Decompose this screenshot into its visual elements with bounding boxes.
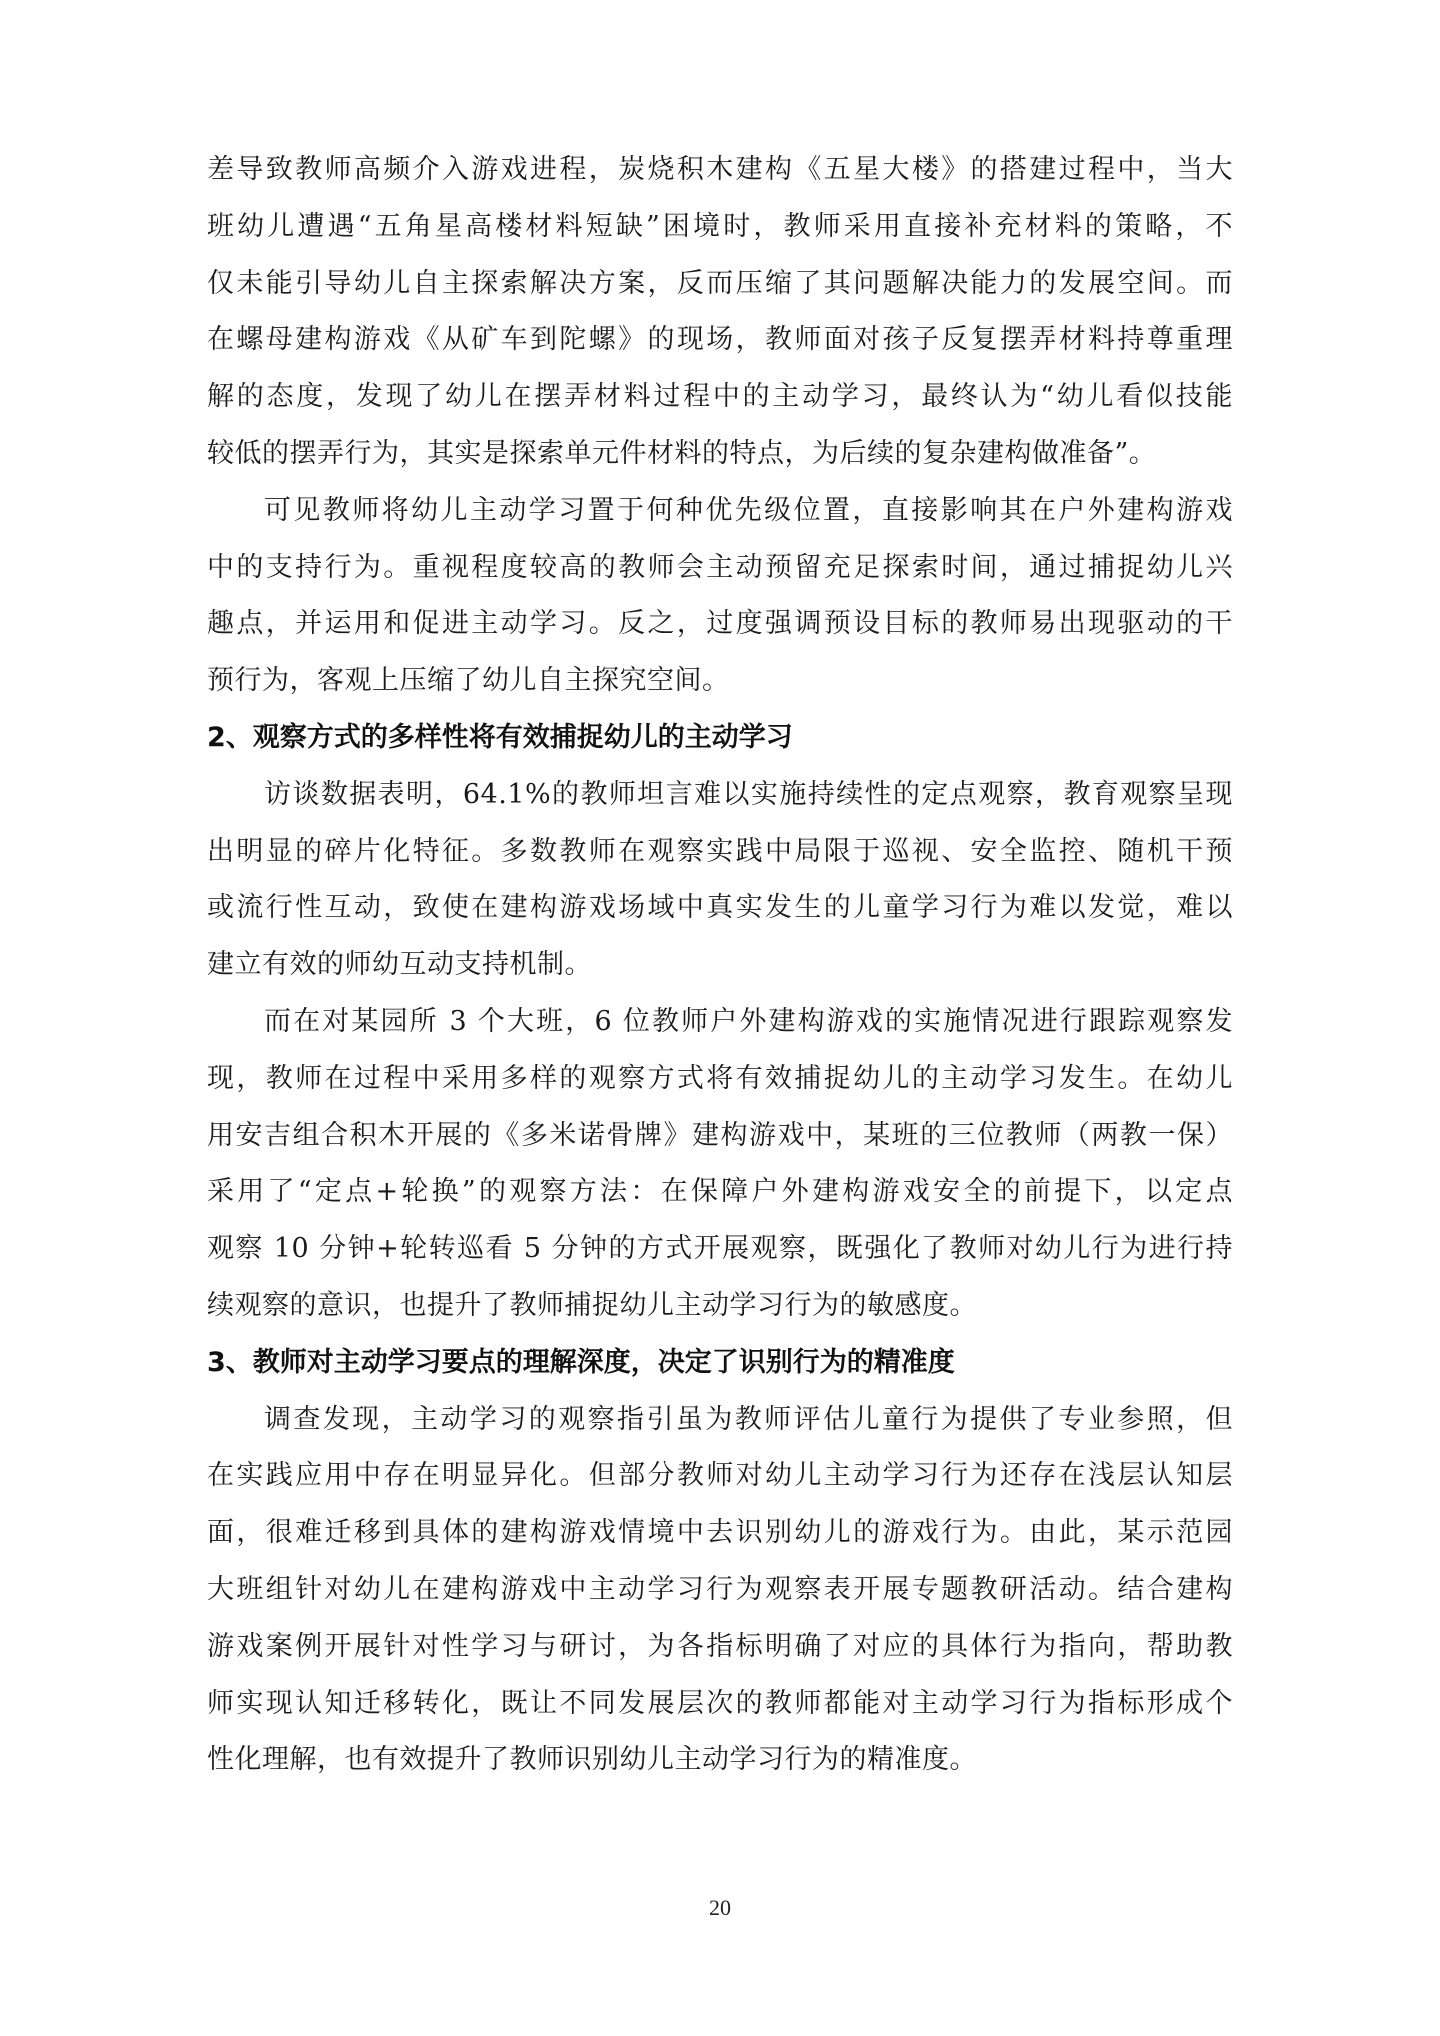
text-line: 班幼儿遭遇“五角星高楼材料短缺”困境时，教师采用直接补充材料的策略，不 bbox=[207, 210, 1233, 242]
text-line: 仅未能引导幼儿自主探索解决方案，反而压缩了其问题解决能力的发展空间。而 bbox=[207, 267, 1233, 299]
paragraph-teacher-priority bbox=[207, 483, 1233, 710]
text-line: 现，教师在过程中采用多样的观察方式将有效捕捉幼儿的主动学习发生。在幼儿 bbox=[207, 1062, 1233, 1094]
text-line: 师实现认知迁移转化，既让不同发展层次的教师都能对主动学习行为指标形成个 bbox=[207, 1687, 1233, 1719]
paragraph-interview-data bbox=[207, 767, 1233, 994]
text-line: 面，很难迁移到具体的建构游戏情境中去识别幼儿的游戏行为。由此，某示范园 bbox=[207, 1517, 1233, 1549]
text-line: 趣点，并运用和促进主动学习。反之，过度强调预设目标的教师易出现驱动的干 bbox=[207, 608, 1233, 640]
text-line: 在螺母建构游戏《从矿车到陀螺》的现场，教师面对孩子反复摆弄材料持尊重理 bbox=[207, 324, 1233, 356]
text-line: 续观察的意识，也提升了教师捕捉幼儿主动学习行为的敏感度。 bbox=[207, 1289, 977, 1321]
text-line: 游戏案例开展针对性学习与研讨，为各指标明确了对应的具体行为指向，帮助教 bbox=[207, 1630, 1233, 1662]
paragraph-observation-case bbox=[207, 994, 1233, 1335]
text-line: 而在对某园所 3 个大班，6 位教师户外建构游戏的实施情况进行跟踪观察发 bbox=[264, 1005, 1233, 1037]
text-line: 中的支持行为。重视程度较高的教师会主动预留充足探索时间，通过捕捉幼儿兴 bbox=[207, 551, 1233, 583]
text-line: 出明显的碎片化特征。多数教师在观察实践中局限于巡视、安全监控、随机干预 bbox=[207, 835, 1233, 867]
paragraph-survey-findings bbox=[207, 1392, 1233, 1790]
text-line: 大班组针对幼儿在建构游戏中主动学习行为观察表开展专题教研活动。结合建构 bbox=[207, 1573, 1233, 1605]
section-heading-3: 3、教师对主动学习要点的理解深度，决定了识别行为的精准度 bbox=[207, 1346, 955, 1378]
text-line: 采用了“定点+轮换”的观察方法：在保障户外建构游戏安全的前提下，以定点 bbox=[207, 1176, 1233, 1208]
text-line: 较低的摆弄行为，其实是探索单元件材料的特点，为后续的复杂建构做准备”。 bbox=[207, 437, 1157, 469]
text-line: 用安吉组合积木开展的《多米诺骨牌》建构游戏中，某班的三位教师（两教一保） bbox=[207, 1119, 1233, 1151]
paragraph-continuation bbox=[207, 142, 1233, 483]
text-line: 性化理解，也有效提升了教师识别幼儿主动学习行为的精准度。 bbox=[207, 1744, 977, 1776]
text-line: 访谈数据表明，64.1%的教师坦言难以实施持续性的定点观察，教育观察呈现 bbox=[264, 778, 1233, 810]
text-line: 解的态度，发现了幼儿在摆弄材料过程中的主动学习，最终认为“幼儿看似技能 bbox=[207, 381, 1233, 413]
text-line: 调查发现，主动学习的观察指引虽为教师评估儿童行为提供了专业参照，但 bbox=[264, 1403, 1233, 1435]
text-line: 或流行性互动，致使在建构游戏场域中真实发生的儿童学习行为难以发觉，难以 bbox=[207, 892, 1233, 924]
text-line: 在实践应用中存在明显异化。但部分教师对幼儿主动学习行为还存在浅层认知层 bbox=[207, 1460, 1233, 1492]
text-line: 观察 10 分钟+轮转巡看 5 分钟的方式开展观察，既强化了教师对幼儿行为进行持 bbox=[207, 1233, 1233, 1265]
section-heading-2: 2、观察方式的多样性将有效捕捉幼儿的主动学习 bbox=[207, 721, 793, 753]
page-number: 20 bbox=[709, 1895, 731, 1920]
text-line: 差导致教师高频介入游戏进程，炭烧积木建构《五星大楼》的搭建过程中，当大 bbox=[207, 154, 1233, 185]
page-content bbox=[207, 142, 1233, 1789]
text-line: 预行为，客观上压缩了幼儿自主探究空间。 bbox=[207, 665, 730, 697]
text-line: 可见教师将幼儿主动学习置于何种优先级位置，直接影响其在户外建构游戏 bbox=[264, 494, 1233, 526]
text-line: 建立有效的师幼互动支持机制。 bbox=[207, 949, 592, 981]
